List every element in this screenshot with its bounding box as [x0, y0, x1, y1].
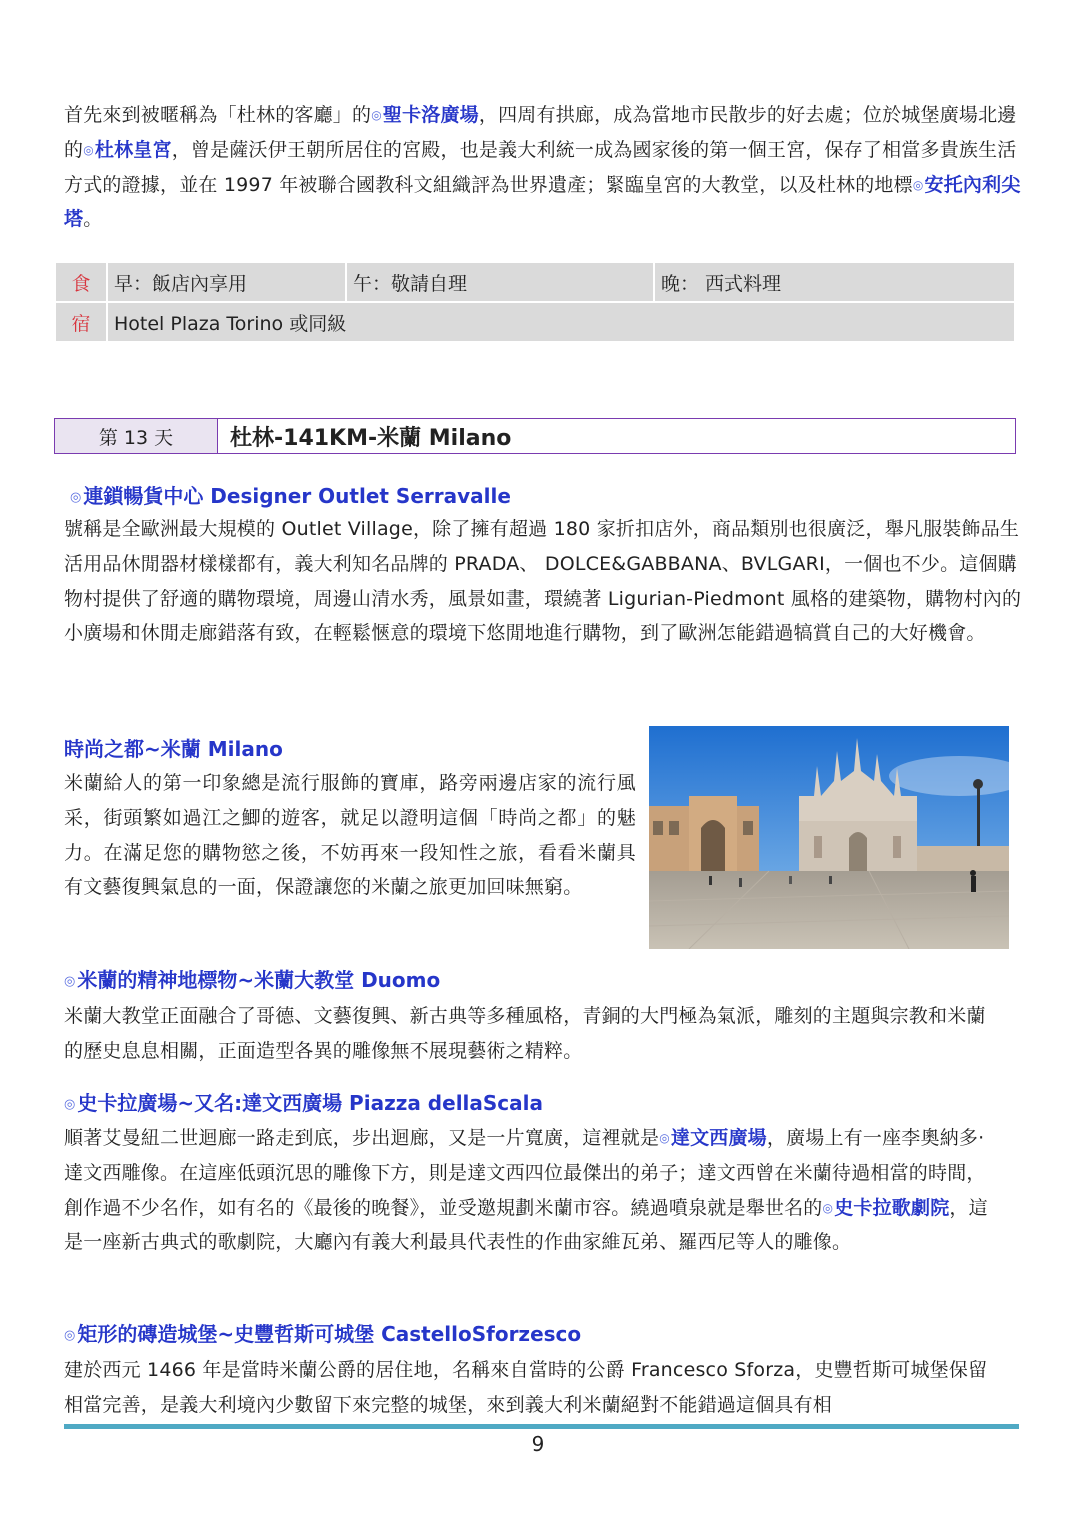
meal-lodging-table [54, 261, 1016, 343]
bullet-icon: ◎ [83, 142, 94, 157]
scala-text: ，這是一座新古典式的歌劇院，大廳內有義大利最具代表性的作曲家維瓦弟、羅西尼等人的雕像。 [64, 1196, 988, 1254]
place-san-carlo-square [371, 104, 479, 126]
place-name: 安托內利尖塔 [64, 173, 1021, 231]
duomo-heading [64, 964, 440, 993]
scala-paragraph [64, 1121, 994, 1260]
lodging-row [55, 302, 1015, 342]
scala-text: 順著艾曼紐二世迴廊一路走到底，步出迴廊，又是一片寬廣，這裡就是 [64, 1127, 660, 1149]
milano-paragraph: 米蘭給人的第一印象總是流行服飾的寶庫，路旁兩邊店家的流行風采，街頭繁如過江之鯽的遊客，就足以證明這個「時尚之都」的魅力。在滿足您的購物慾之後，不妨再來一段知性之旅，看看米蘭具有文藝復興氣息的一面，保證讓您的米蘭之旅更加回味無窮。 [64, 772, 636, 899]
day-header [54, 418, 1016, 454]
intro-text: ，四周有拱廊，成為當地市民散步的好去處；位於城堡廣場北邊的 [64, 104, 1017, 161]
dinner-cell: 晚： 西式料理 [654, 262, 1015, 302]
section-title: 史卡拉廣場~又名:達文西廣場 Piazza dellaScala [77, 1091, 544, 1115]
place-name: 杜林皇宮 [94, 138, 172, 161]
place-davinci-square [659, 1127, 767, 1149]
breakfast-cell: 早：飯店內享用 [107, 262, 346, 302]
outlet-heading [70, 480, 511, 509]
footer-divider [64, 1424, 1019, 1429]
lodging-label: 宿 [55, 302, 107, 342]
place-name: 史卡拉歌劇院 [834, 1196, 950, 1219]
section-title: 連鎖暢貨中心 Designer Outlet Serravalle [83, 484, 511, 508]
section-title: 矩形的磚造城堡~史豐哲斯可城堡 CastelloSforzesco [77, 1322, 582, 1346]
bullet-icon: ◎ [64, 1097, 76, 1112]
bullet-icon: ◎ [70, 490, 82, 505]
section-title: 米蘭的精神地標物~米蘭大教堂 Duomo [77, 968, 441, 992]
place-name: 聖卡洛廣場 [382, 104, 479, 126]
bullet-icon: ◎ [371, 108, 382, 122]
meal-row [55, 262, 1015, 302]
castle-paragraph: 建於西元 1466 年是當時米蘭公爵的居住地，名稱來自當時的公爵 Francesco Sforza，史豐哲斯可城堡保留相當完善，是義大利境內少數留下來完整的城堡，來到義大利米蘭絕對不能錯過這個具有相 [64, 1359, 988, 1416]
intro-text: ，曾是薩沃伊王朝所居住的宮殿，也是義大利統一成為國家後的第一個王宮，保存了相當多貴族生活方式的證據，並在 1997 年被聯合國教科文組織評為世界遺產；緊臨皇宮的大教堂，以及杜林的地標 [64, 138, 1017, 196]
bullet-icon: ◎ [64, 974, 76, 989]
intro-text: 首先來到被暱稱為「杜林的客廳」的 [64, 104, 372, 126]
place-la-scala [823, 1197, 950, 1219]
hotel-cell: Hotel Plaza Torino 或同級 [107, 302, 1015, 342]
scala-text: ，廣場上有一座李奧納多·達文西雕像。在這座低頭沉思的雕像下方，則是達文西四位最傑出的弟子；達文西曾在米蘭待過相當的時間，創作過不少名作，如有名的《最後的晚餐》，並受邀規劃米蘭市容。繞過噴泉就是舉世名的 [64, 1127, 986, 1219]
milano-heading: 時尚之都~米蘭 Milano [64, 737, 283, 761]
milan-duomo-photo [649, 726, 1009, 949]
intro-text: 。 [83, 208, 103, 231]
lunch-cell: 午：敬請自理 [346, 262, 654, 302]
day-route: 杜林-141KM-米蘭 Milano [230, 425, 512, 451]
scala-heading [64, 1087, 543, 1116]
day-number: 第 13 天 [55, 419, 218, 453]
page-number: 9 [531, 1432, 545, 1456]
bullet-icon: ◎ [64, 1328, 76, 1343]
bullet-icon: ◎ [659, 1131, 670, 1145]
duomo-paragraph: 米蘭大教堂正面融合了哥德、文藝復興、新古典等多種風格，青銅的大門極為氣派，雕刻的主題與宗教和米蘭的歷史息息相關，正面造型各異的雕像無不展現藝術之精粹。 [64, 1005, 986, 1062]
bullet-icon: ◎ [822, 1200, 834, 1215]
place-royal-palace [83, 139, 171, 161]
castle-heading [64, 1318, 581, 1347]
intro-paragraph [64, 98, 1026, 237]
place-name: 達文西廣場 [670, 1127, 767, 1149]
meal-label: 食 [55, 262, 107, 302]
bullet-icon: ◎ [912, 177, 924, 192]
outlet-paragraph: 號稱是全歐洲最大規模的 Outlet Village，除了擁有超過 180 家折扣店外，商品類別也很廣泛，舉凡服裝飾品生活用品休閒器材樣樣都有，義大利知名品牌的 PRADA、 DOLCE&GABBANA、BVLGARI，一個也不少。這個購物村提供了舒適的購物環境，周邊山清水秀，風景如畫，環繞著 Ligurian-Piedmont 風格的建築物，購物村內的小廣場和休閒走廊錯落有致，在輕鬆愜意的環境下悠閒地進行購物，到了歐洲怎能錯過犒賞自己的大好機會。 [64, 518, 1022, 645]
